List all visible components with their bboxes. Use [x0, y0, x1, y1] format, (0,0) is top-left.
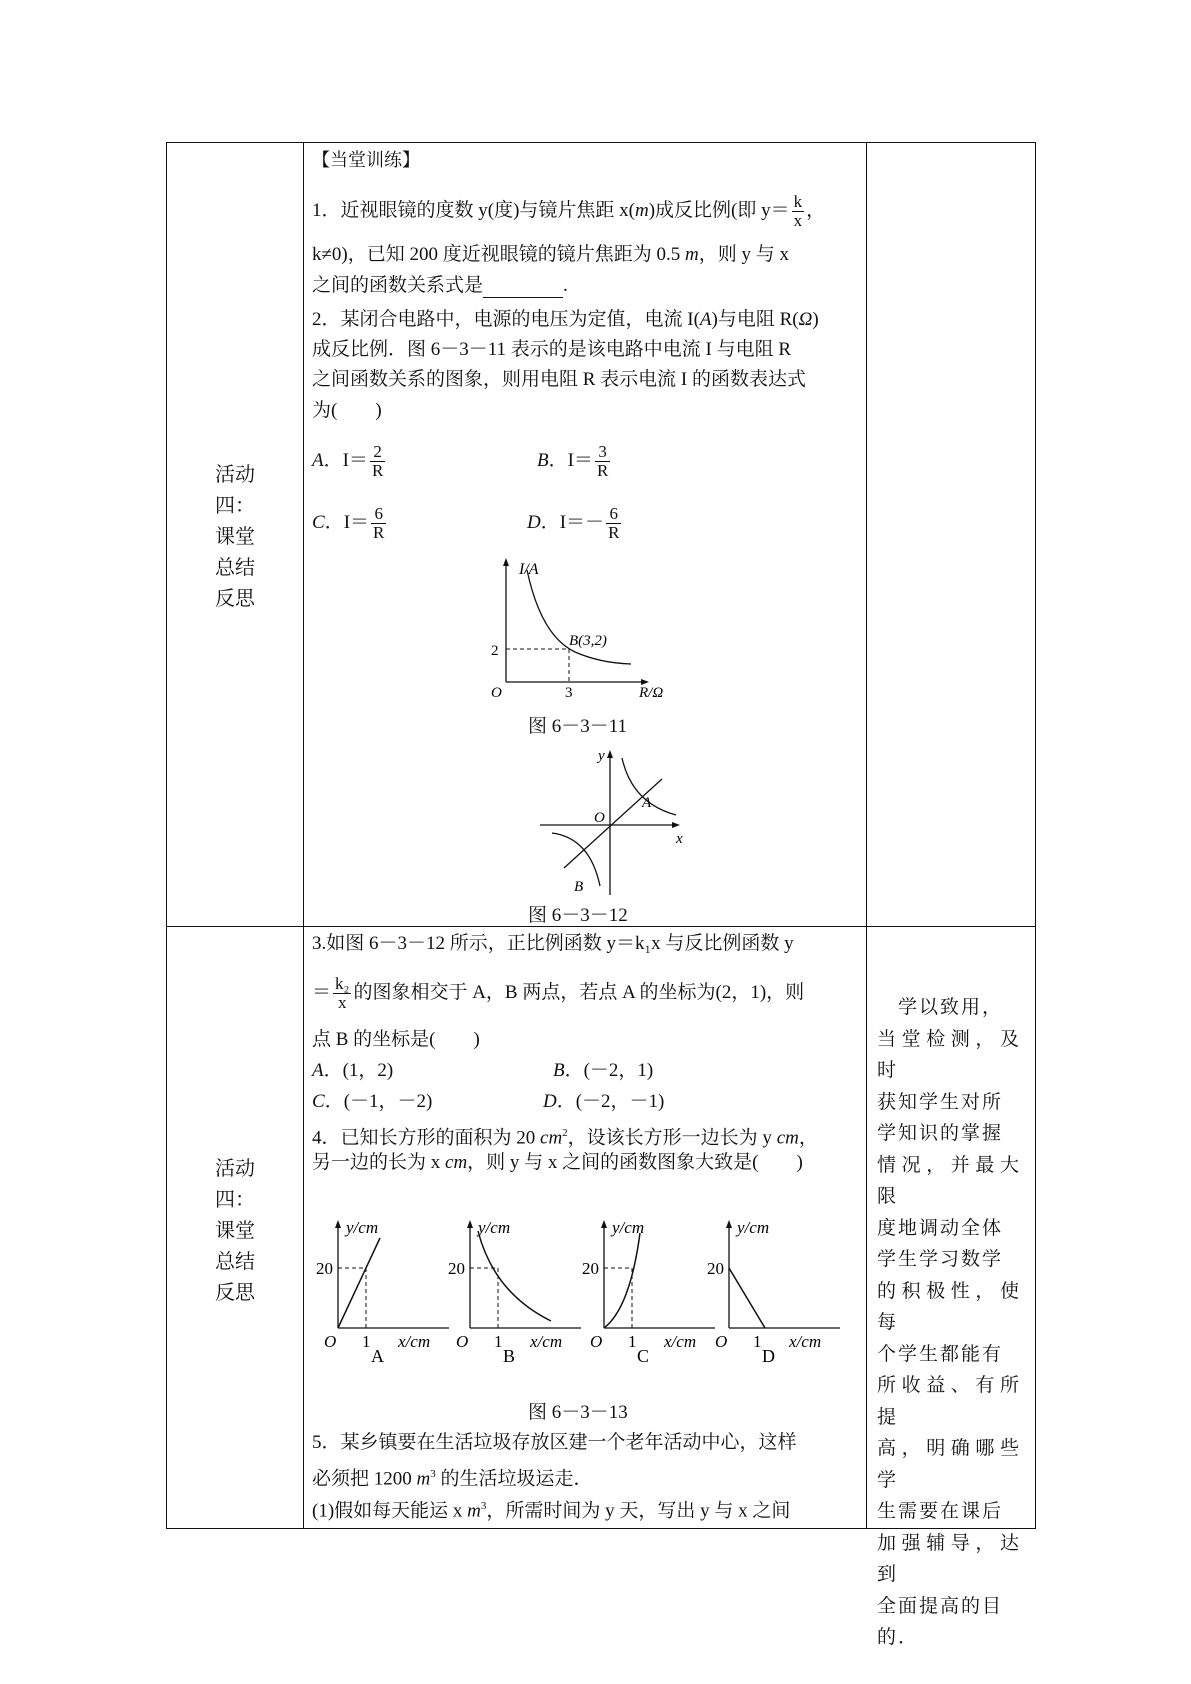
question-1-line-3: 之间的函数关系式是 .: [312, 275, 568, 296]
graph-option-c: [580, 1213, 720, 1363]
option-b: B．I＝ $\frac{3}{R}$: [537, 442, 609, 480]
question-5-line-1: 5．某乡镇要在生活垃圾存放区建一个老年活动中心，这样: [312, 1432, 797, 1453]
question-1-line-1: 1．近视眼镜的度数 y(度)与镜片焦距 x(m)成反比例(即 y＝ $\frac{k}{x}$ ，: [312, 192, 826, 230]
activity-label: 活动 四： 课堂 总结 反思: [215, 462, 255, 610]
answer-blank: [483, 279, 563, 298]
question-3-line-1: 3.如图 6－3－12 所示，正比例函数 y＝k₁x 与反比例函数 y: [312, 933, 794, 954]
svg-text:O: O: [715, 1332, 728, 1351]
q3-option-b: B．(－2，1): [553, 1060, 654, 1081]
question-1-line-2: k≠0)，已知 200 度近视眼镜的镜片焦距为 0.5 m，则 y 与 x: [312, 244, 790, 265]
svg-text:x/cm: x/cm: [789, 1332, 822, 1351]
activity-label: 活动 四： 课堂 总结 反思: [215, 1156, 255, 1304]
graph-option-a: [314, 1213, 454, 1363]
q3-option-a: A．(1，2): [312, 1060, 394, 1081]
svg-text:y/cm: y/cm: [612, 1218, 645, 1237]
svg-text:A: A: [371, 1346, 384, 1363]
option-d: D．I＝－ $\frac{6}{R}$: [527, 504, 620, 542]
svg-text:y/cm: y/cm: [478, 1218, 511, 1237]
svg-text:1: 1: [753, 1332, 762, 1351]
svg-text:O: O: [456, 1332, 469, 1351]
svg-text:20: 20: [448, 1259, 465, 1278]
svg-text:B(3,2): B(3,2): [569, 633, 607, 649]
question-3-line-3: 点 B 的坐标是( ): [312, 1029, 480, 1050]
svg-text:I/A: I/A: [519, 561, 539, 578]
svg-text:x: x: [676, 831, 683, 847]
question-2-line-2: 成反比例．图 6－3－11 表示的是该电路中电流 I 与电阻 R: [312, 339, 792, 360]
svg-text:O: O: [590, 1332, 603, 1351]
figure-caption: 图 6－3－12: [528, 905, 628, 926]
question-3-line-2: ＝ $\frac{\text{k₂}}{x}$ 的图象相交于 A，B 两点，若点 A 的坐标为(2，1)，则: [312, 974, 805, 1012]
svg-text:y/cm: y/cm: [346, 1218, 379, 1237]
section-title: 【当堂训练】: [312, 150, 420, 171]
svg-text:x/cm: x/cm: [664, 1332, 697, 1351]
option-a: A．I＝ $\frac{2}{R}$: [312, 442, 384, 480]
svg-text:3: 3: [565, 685, 573, 698]
svg-text:x/cm: x/cm: [530, 1332, 563, 1351]
svg-text:O: O: [594, 810, 605, 826]
svg-text:y: y: [598, 748, 605, 764]
question-2-line-1: 2．某闭合电路中，电源的电压为定值，电流 I(A)与电阻 R(Ω): [312, 309, 819, 330]
figure-current-resistance: [485, 556, 685, 698]
question-2-line-4: 为( ): [312, 400, 382, 421]
question-2-line-3: 之间函数关系的图象，则用电阻 R 表示电流 I 的函数表达式: [312, 369, 807, 390]
svg-text:C: C: [637, 1346, 650, 1363]
figure-intersection: [538, 745, 698, 897]
svg-text:1: 1: [494, 1332, 503, 1351]
question-4-line-2: 另一边的长为 x cm，则 y 与 x 之间的函数图象大致是( ): [312, 1152, 803, 1173]
fraction: $\frac{k}{x}$: [793, 192, 803, 230]
q3-option-d: D．(－2，－1): [543, 1091, 665, 1112]
svg-text:D: D: [762, 1346, 775, 1363]
svg-text:A: A: [642, 795, 652, 811]
svg-text:O: O: [324, 1332, 337, 1351]
svg-text:y/cm: y/cm: [737, 1218, 770, 1237]
svg-text:20: 20: [707, 1259, 724, 1278]
svg-text:B: B: [574, 879, 584, 895]
question-5-line-3: (1)假如每天能运 x $m^3$，所需时间为 y 天，写出 y 与 x 之间: [312, 1500, 791, 1522]
svg-text:1: 1: [628, 1332, 637, 1351]
figure-caption: 图 6－3－11: [528, 716, 628, 737]
q3-option-c: C．(－1，－2): [312, 1091, 433, 1112]
svg-text:1: 1: [362, 1332, 371, 1351]
svg-text:O: O: [491, 685, 502, 698]
svg-text:2: 2: [491, 643, 499, 659]
svg-text:B: B: [503, 1346, 516, 1363]
option-c: C．I＝ $\frac{6}{R}$: [312, 504, 385, 542]
graph-option-d: [705, 1213, 845, 1363]
svg-text:R/Ω: R/Ω: [639, 685, 664, 698]
question-5-line-2: 必须把 1200 $m^3$ 的生活垃圾运走．: [312, 1468, 593, 1490]
figure-caption: 图 6－3－13: [528, 1402, 628, 1423]
teaching-note: 学以致用， 当堂检测，及时 获知学生对所 学知识的掌握 情况，并最大限 度地调动全体 学生学习数学 的积极性，使每 个学生都能有 所收益、有所提 高，明确哪些学 生需要在课后 加强辅导，达到 全面提高的目 的．: [877, 997, 1021, 1648]
graph-option-b: [446, 1213, 586, 1363]
svg-text:20: 20: [582, 1259, 599, 1278]
svg-text:20: 20: [316, 1259, 333, 1278]
svg-text:x/cm: x/cm: [398, 1332, 431, 1351]
question-4-line-1: 4．已知长方形的面积为 20 $cm^2$，设该长方形一边长为 y cm，: [312, 1127, 818, 1149]
